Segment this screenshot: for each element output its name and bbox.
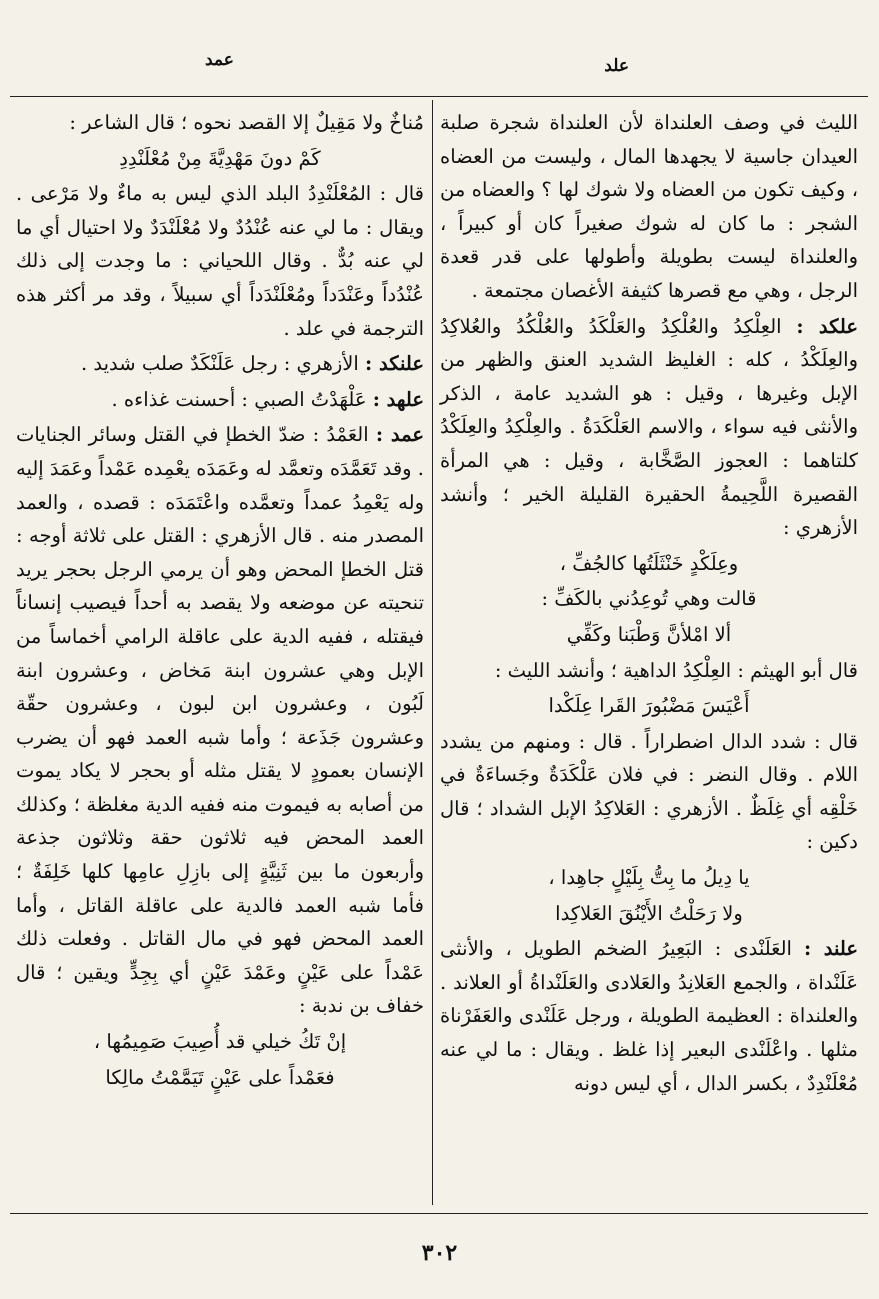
verse-line: وعِلَكْدٍ خَنْثَلَتُها كالجُفِّ ، [559, 551, 739, 575]
verse-line: إنْ تَكُ خيلي قد أُصِيبَ صَمِيمُها ، [93, 1030, 347, 1054]
verse-line: قالت وهي تُوعِدُني بالكَفِّ : [541, 587, 757, 611]
dictionary-entry [16, 418, 424, 1023]
dictionary-entry [16, 347, 424, 381]
verse-line: ولا رَحَلْتُ الأَيْنُقَ العَلاكِدا [555, 901, 743, 925]
entry-headword: علنكد : [365, 352, 424, 376]
entry-body: العَمْدُ : ضدّ الخطإ في القتل وسائر الجنايات . وقد تَعَمَّدَه وتعمَّد له وعَمَدَه يعْمِده عَمْداً وعَمَدَ إليه وله يَعْمِدُ عمداً وتعمَّده واعْتَمَدَه : قصده ، والعمد المصدر منه . قال الأزهري : القتل على ثلاثة أوجه : قتل الخطإ المحض وهو أن يرمي الرجل بحجر يريد تنحيته عن موضعه ولا يقصد به أحداً فيصيب إنساناً فيقتله ، ففيه الدية على عاقلة الرامي أخماساً من الإبل وهي عشرون ابنة مَخاض ، وعشرون ابنة لَبُون ، وعشرون ابن لبون ، وعشرون حقّة وعشرون جَذَعة ؛ وأما شبه العمد فهو أن يضرب الإنسان بعمودٍ لا يقتل مثله أو بحجر لا يكاد يموت من أصابه به فيموت منه ففيه الدية مغلظة ؛ وكذلك العمد المحض فيه ثلاثون حقة وثلاثون جذعة وأربعون ما بين ثَنِيَّةٍ إلى بازِلِ عامِها كلها خَلِفَةٌ ؛ فأما شبه العمد فالدية على عاقلة القاتل ، وأما العمد المحض فهو في مال القاتل . وفعلت ذلك عَمْداً على عَيْنٍ وعَمْدَ عَيْنٍ أي بِجِدٍّ ويقين ؛ قال خفاف بن ندبة : [16, 423, 424, 1018]
right-column [440, 106, 858, 1102]
entry-headword: علكد : [796, 314, 858, 338]
left-column [16, 106, 424, 1096]
entry-headword: علند : [803, 937, 858, 961]
verse-line: أَعْيَسَ مَضْبُورَ القَرا عِلَكْدا [548, 694, 750, 718]
entry-headword: عمد : [375, 423, 424, 447]
verse-line: كَمْ دونَ مَهْدِيَّةَ مِنْ مُعْلَنْدِدِ [119, 146, 321, 170]
header-rule [10, 96, 868, 97]
dictionary-entry [16, 383, 424, 417]
dictionary-entry [440, 310, 858, 545]
entry-headword: علهد : [372, 387, 424, 411]
verse-line: يا دِيلُ ما بِتُّ بِلَيْلٍ جاهِدا ، [548, 866, 750, 890]
paragraph: الليث في وصف العلنداة لأن العلنداة شجرة صلبة العيدان جاسية لا يجهدها المال ، وليست من العضاه ، وكيف تكون من العضاه ولا شوك لها ؟ والعضاه من الشجر : ما كان له شوك صغيراً كان أو كبيراً ، والعلنداة ليست بطويلة وأطولها على قدر قعدة الرجل ، وهي مع قصرها كثيفة الأغصان مجتمعة . [440, 111, 858, 302]
footer-rule [10, 1213, 868, 1214]
entry-body: عَلْهَدْتُ الصبي : أحسنت غذاءه . [111, 387, 373, 411]
entry-body: العِلْكِدُ والعُلْكِدُ والعَلْكَدُ والعُلْكُدُ والعُلاكِدُ والعِلَكْدُ ، كله : الغليظ الشديد العنق والظهر من الإبل وغيرها ، وقيل : هو الشديد عامة ، الذكر والأنثى فيه سواء ، والاسم العَلْكَدَةُ . والعِلْكِدُ والعِلَكْدُ كلتاهما : العجوز الصَّخَّابة ، وقيل : هي المرأة القصيرة اللَّحِيمةُ الحقيرة القليلة الخير ؛ وأنشد الأزهري : [440, 314, 858, 540]
page-header [0, 46, 879, 86]
page-number: ٣٠٢ [421, 1240, 458, 1266]
running-head-right: علد [604, 56, 629, 76]
paragraph: قال : شدد الدال اضطراراً . قال : ومنهم من يشدد اللام . وقال النضر : في فلان عَلْكَدَةٌ وجَساءَةٌ في خَلْقِه أي غِلَظٌ . الأزهري : العَلاكِدُ الإبل الشداد ؛ قال دكين : [440, 729, 858, 854]
paragraph: مُناخٌ ولا مَقِيلٌ إلا القصد نحوه ؛ قال الشاعر : [69, 111, 424, 134]
paragraph: قال أبو الهيثم : العِلْكِدُ الداهية ؛ وأنشد الليث : [494, 658, 858, 682]
verse-line: فعَمْداً على عَيْنٍ تَيَمَّمْتُ مالِكا [105, 1065, 335, 1089]
entry-body: العَلَنْدى : البَعِيرُ الضخم الطويل ، والأنثى عَلَنْداة ، والجمع العَلانِدُ والعَلادى والعَلَنْداةُ أو العلاند . والعلنداة : العظيمة الطويلة ، ورجل عَلَنْدى والعَفَرْناة مثلها . واعْلَنْدى البعير إذا غلظ . ويقال : ما لي عنه مُعْلَنْدِدٌ ، بكسر الدال ، أي ليس دونه [440, 937, 858, 1095]
verse-line: ألا امْلأنَّ وَطْبَنا وكَفِّي [566, 622, 732, 646]
running-head-left: عمد [205, 50, 234, 70]
dictionary-entry [440, 932, 858, 1100]
entry-body: الأزهري : رجل عَلَنْكَدٌ صلب شديد . [80, 352, 366, 376]
column-divider [432, 100, 433, 1205]
paragraph: قال : المُعْلَنْدِدُ البلد الذي ليس به ماءٌ ولا مَرْعى . ويقال : ما لي عنه عُنْدُدٌ ولا مُعْلَنْدَدٌ ولا احتيال أي ما لي عنه بُدٌّ . وقال اللحياني : ما وجدت إلى ذلك عُنْدُداً وعَنْدَداً ومُعْلَنْدَداً أي سبيلاً ، وقد مر أكثر هذه الترجمة في علد . [16, 182, 424, 340]
